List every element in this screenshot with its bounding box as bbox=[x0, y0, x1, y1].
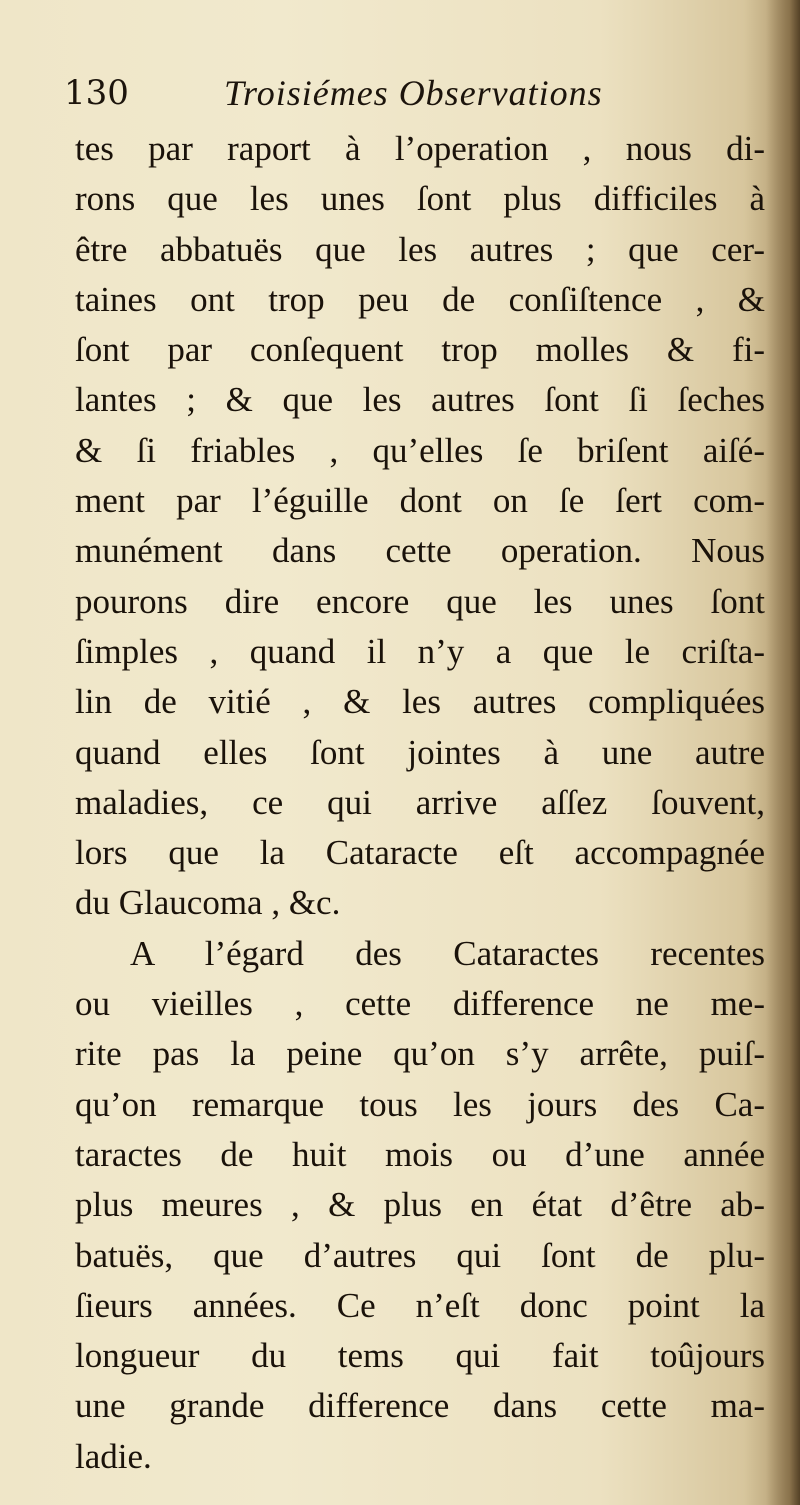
text-line: taines ont trop peu de conſiſtence , & bbox=[75, 279, 765, 319]
text-line: munément dans cette operation. Nous bbox=[75, 531, 765, 571]
text-line: ſieurs années. Ce n’eſt donc point la bbox=[75, 1285, 765, 1325]
paragraph-start-line: A l’égard des Cataractes recentes bbox=[130, 933, 765, 973]
text-line: pourons dire encore que les unes ſont bbox=[75, 581, 765, 621]
text-line: batuës, que d’autres qui ſont de plu- bbox=[75, 1235, 765, 1275]
text-line: tes par raport à l’operation , nous di- bbox=[75, 129, 765, 168]
text-line: longueur du tems qui fait toûjours bbox=[75, 1336, 765, 1376]
text-line: du Glaucoma , &c. bbox=[75, 883, 341, 923]
text-line: ment par l’éguille dont on ſe ſert com- bbox=[75, 481, 765, 521]
text-line: ſimples , quand il n’y a que le criſta- bbox=[75, 631, 765, 671]
text-line: & ſi friables , qu’elles ſe briſent aiſé- bbox=[75, 430, 765, 470]
text-line: être abbatuës que les autres ; que cer- bbox=[75, 229, 765, 269]
text-line: qu’on remarque tous les jours des Ca- bbox=[75, 1084, 765, 1124]
text-line: maladies, ce qui arrive aſſez ſouvent, bbox=[75, 782, 765, 822]
text-line: ſont par conſequent trop molles & fi- bbox=[75, 330, 765, 370]
text-line: lors que la Cataracte eſt accompagnée bbox=[75, 833, 765, 873]
text-line: rons que les unes ſont plus difficiles à bbox=[75, 179, 765, 219]
text-line: taractes de huit mois ou d’une année bbox=[75, 1134, 765, 1174]
body-text bbox=[75, 124, 765, 1482]
text-line: lin de vitié , & les autres compliquées bbox=[75, 682, 765, 722]
text-line: plus meures , & plus en état d’être ab- bbox=[75, 1185, 765, 1225]
running-title: Troisiémes Observations bbox=[224, 73, 603, 113]
text-line: lantes ; & que les autres ſont ſi ſeches bbox=[75, 380, 765, 420]
text-line: une grande difference dans cette ma- bbox=[75, 1386, 765, 1426]
text-line: ladie. bbox=[75, 1436, 152, 1476]
running-head bbox=[64, 68, 674, 118]
page-edge-shadow bbox=[766, 0, 800, 1505]
text-line: rite pas la peine qu’on s’y arrête, puiſ- bbox=[75, 1034, 765, 1074]
text-line: ou vieilles , cette difference ne me- bbox=[75, 984, 765, 1024]
text-line: quand elles ſont jointes à une autre bbox=[75, 732, 765, 772]
page-number: 130 bbox=[64, 73, 129, 113]
